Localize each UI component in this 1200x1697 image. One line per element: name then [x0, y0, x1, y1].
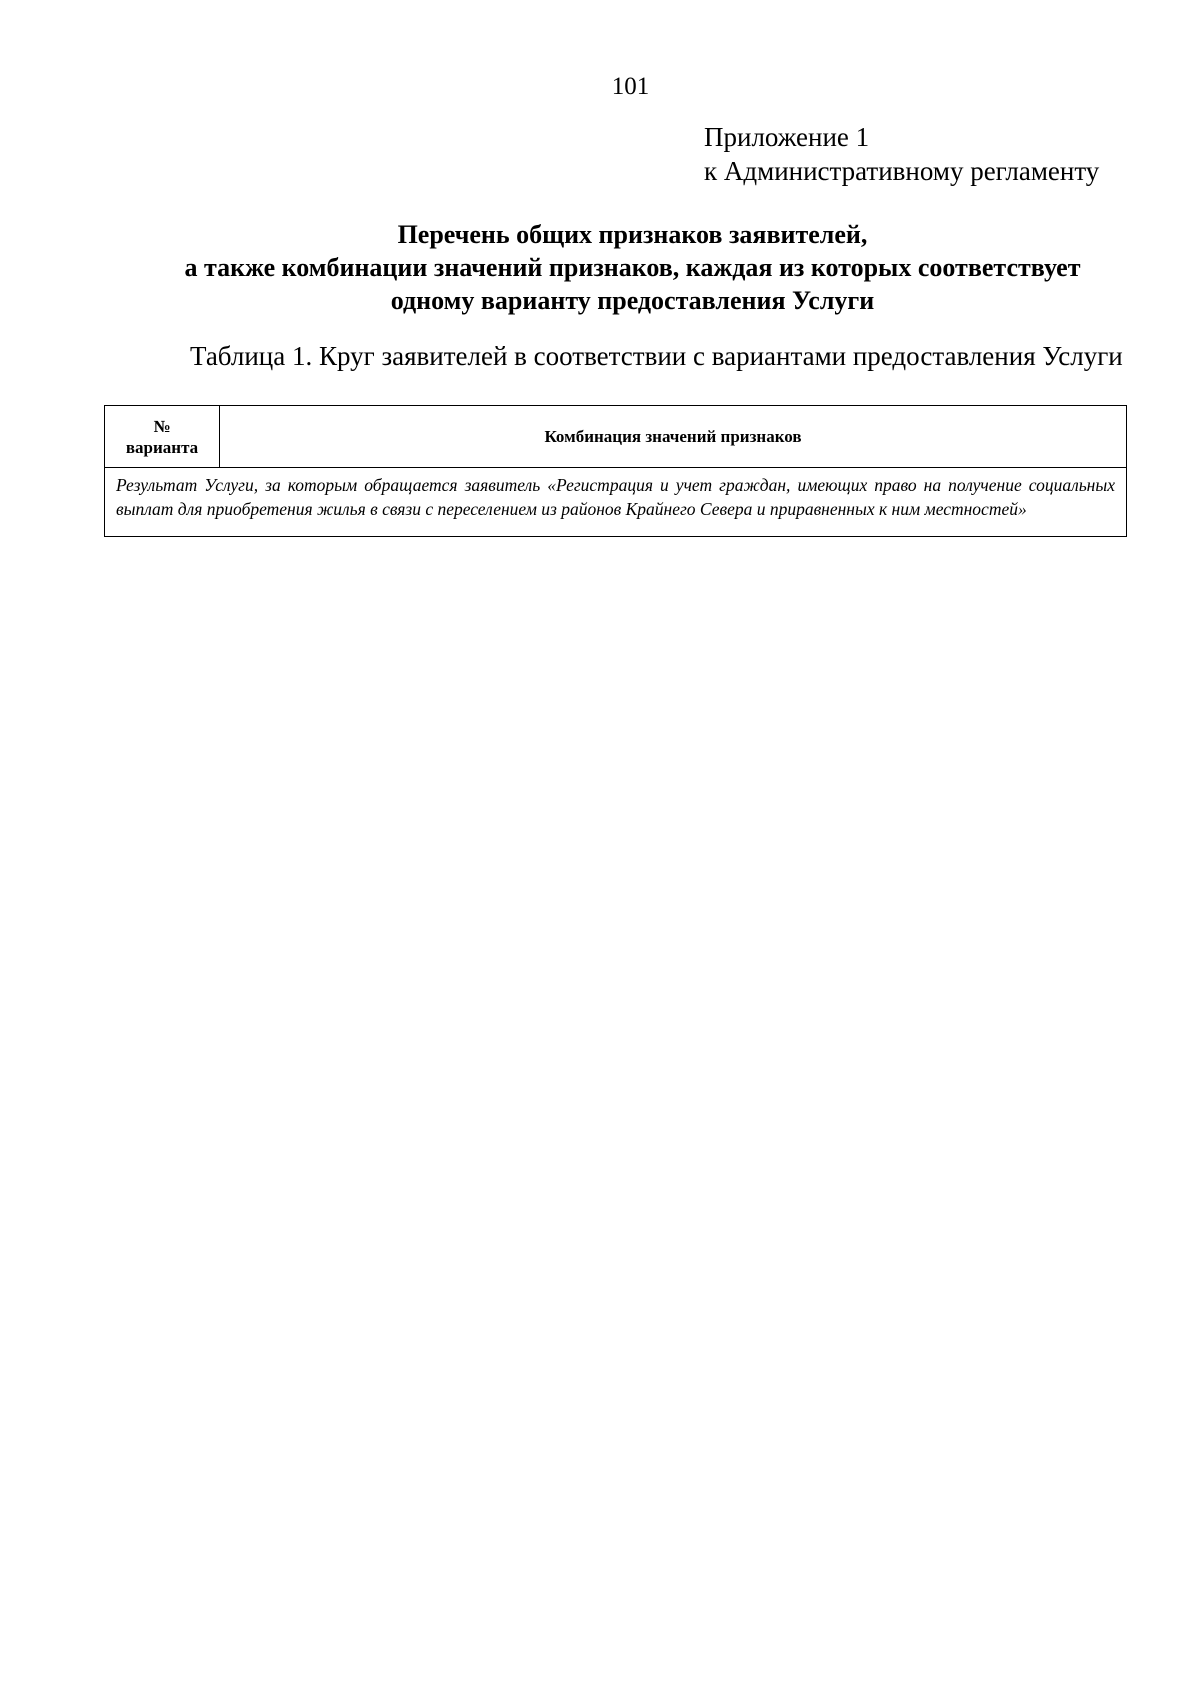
applicants-table — [104, 405, 1127, 537]
page-number: 101 — [611, 73, 650, 100]
title-line-2: а также комбинации значений признаков, каждая из которых соответствует — [184, 253, 1081, 282]
header-combination: Комбинация значений признаков — [220, 406, 1127, 468]
table-row — [105, 468, 1127, 537]
table-header-row — [105, 406, 1127, 468]
result-row-cell: Результат Услуги, за которым обращается заявитель «Регистрация и учет граждан, имеющих право на получение социальных выплат для приобретения жилья в связи с переселением из районов Крайнего Севера и приравненных к ним местностей» — [105, 468, 1127, 537]
header-num-symbol: № — [153, 416, 171, 436]
header-num-word: варианта — [125, 437, 199, 457]
appendix-note — [704, 120, 1099, 188]
table-caption: Таблица 1. Круг заявителей в соответствии с вариантами предоставления Услуги — [190, 341, 1123, 371]
title-line-1: Перечень общих признаков заявителей, — [397, 220, 868, 249]
document-title — [104, 218, 1161, 317]
header-variant-number — [105, 406, 220, 468]
appendix-line-2: к Административному регламенту — [704, 156, 1100, 186]
title-line-3: одному варианту предоставления Услуги — [390, 286, 875, 315]
appendix-line-1: Приложение 1 — [704, 122, 870, 152]
